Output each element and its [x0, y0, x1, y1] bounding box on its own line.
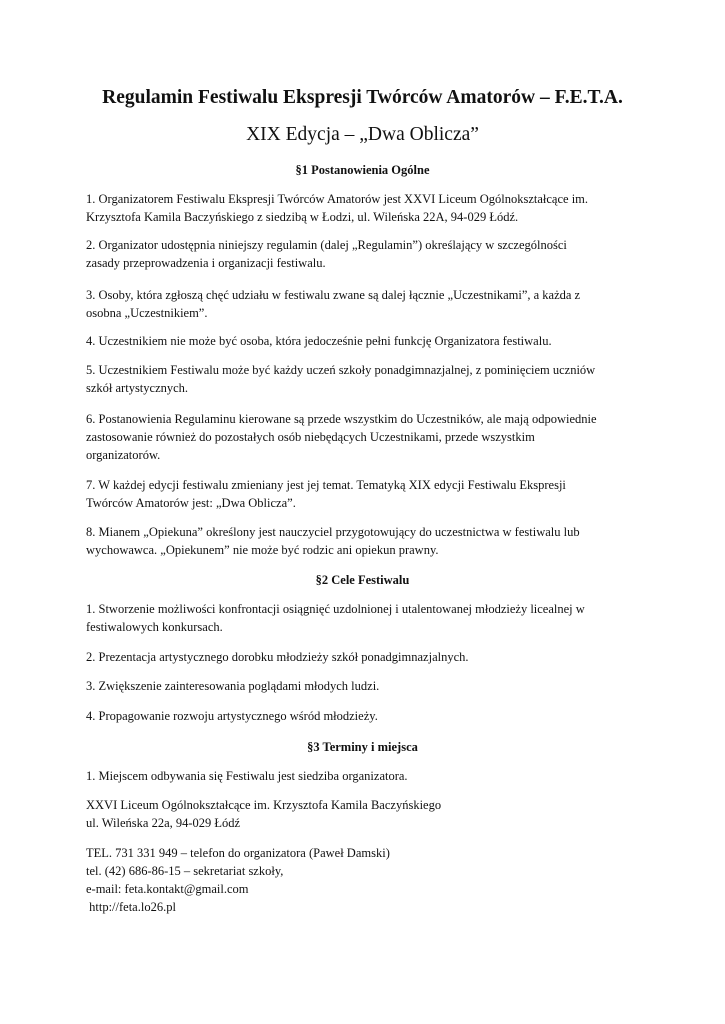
organizer-contact — [86, 844, 646, 916]
section-1-paragraph-4: 4. Uczestnikiem nie może być osoba, która jedocześnie pełni funkcję Organizatora festiwalu. — [86, 334, 552, 348]
section-2-heading: §2 Cele Festiwalu — [315, 573, 410, 587]
section-1-heading: §1 Postanowienia Ogólne — [295, 163, 430, 177]
section-1-paragraph-5: 5. Uczestnikiem Festiwalu może być każdy uczeń szkoły ponadgimnazjalnej, z pominięciem uczniów szkół artystycznych. — [86, 363, 596, 395]
section-3-heading: §3 Terminy i miejsca — [307, 740, 418, 754]
section-1-paragraph-3: 3. Osoby, która zgłoszą chęć udziału w festiwalu zwane są dalej łącznie „Uczestnikami”, a każda z osobna „Uczestnikiem”. — [86, 288, 581, 320]
section-1-paragraph-2: 2. Organizator udostępnia niniejszy regulamin (dalej „Regulamin”) określający w szczególności zasady przeprowadzenia i organizacji festiwalu. — [86, 238, 567, 270]
section-2-paragraph-2: 2. Prezentacja artystycznego dorobku młodzieży szkół ponadgimnazjalnych. — [86, 650, 469, 664]
section-3-paragraph-1: 1. Miejscem odbywania się Festiwalu jest siedziba organizatora. — [86, 769, 408, 783]
organizer-address: XXVI Liceum Ogólnokształcące im. Krzysztofa Kamila Baczyńskiego ul. Wileńska 22a, 94-029 Łódź — [86, 798, 442, 830]
document-subtitle: XIX Edycja – „Dwa Oblicza” — [246, 124, 479, 145]
section-1-paragraph-7: 7. W każdej edycji festiwalu zmieniany jest jej temat. Tematyką XIX edycji Festiwalu Ekspresji Twórców Amatorów jest: „Dwa Oblicza”. — [86, 478, 566, 510]
section-2-paragraph-4: 4. Propagowanie rozwoju artystycznego wśród młodzieży. — [86, 709, 378, 723]
school-secretariat-phone: tel. (42) 686-86-15 – sekretariat szkoły, — [86, 864, 284, 878]
contact-email[interactable]: e-mail: feta.kontakt@gmail.com — [86, 882, 249, 896]
website-link[interactable]: http://feta.lo26.pl — [86, 900, 176, 914]
section-1-paragraph-8: 8. Mianem „Opiekuna” określony jest nauczyciel przygotowujący do uczestnictwa w festiwalu lub wychowawca. „Opiekunem” nie może być rodzic ani opiekun prawny. — [86, 525, 580, 557]
section-1-paragraph-6: 6. Postanowienia Regulaminu kierowane są przede wszystkim do Uczestników, ale mają odpowiednie zastosowanie również do pozostałych osób niebędących Uczestnikami, przede wszystkim organizatorów. — [86, 412, 597, 462]
organizer-phone: TEL. 731 331 949 – telefon do organizatora (Paweł Damski) — [86, 846, 390, 860]
document-title: Regulamin Festiwalu Ekspresji Twórców Amatorów – F.E.T.A. — [102, 87, 623, 108]
section-2-paragraph-3: 3. Zwiększenie zainteresowania poglądami młodych ludzi. — [86, 679, 380, 693]
section-1-paragraph-1: 1. Organizatorem Festiwalu Ekspresji Twórców Amatorów jest XXVI Liceum Ogólnokształcące im. Krzysztofa Kamila Baczyńskiego z siedzibą w Łodzi, ul. Wileńska 22A, 94-029 Łódź. — [86, 192, 589, 224]
section-2-paragraph-1: 1. Stworzenie możliwości konfrontacji osiągnięć uzdolnionej i utalentowanej młodzieży licealnej w festiwalowych konkursach. — [86, 602, 585, 634]
